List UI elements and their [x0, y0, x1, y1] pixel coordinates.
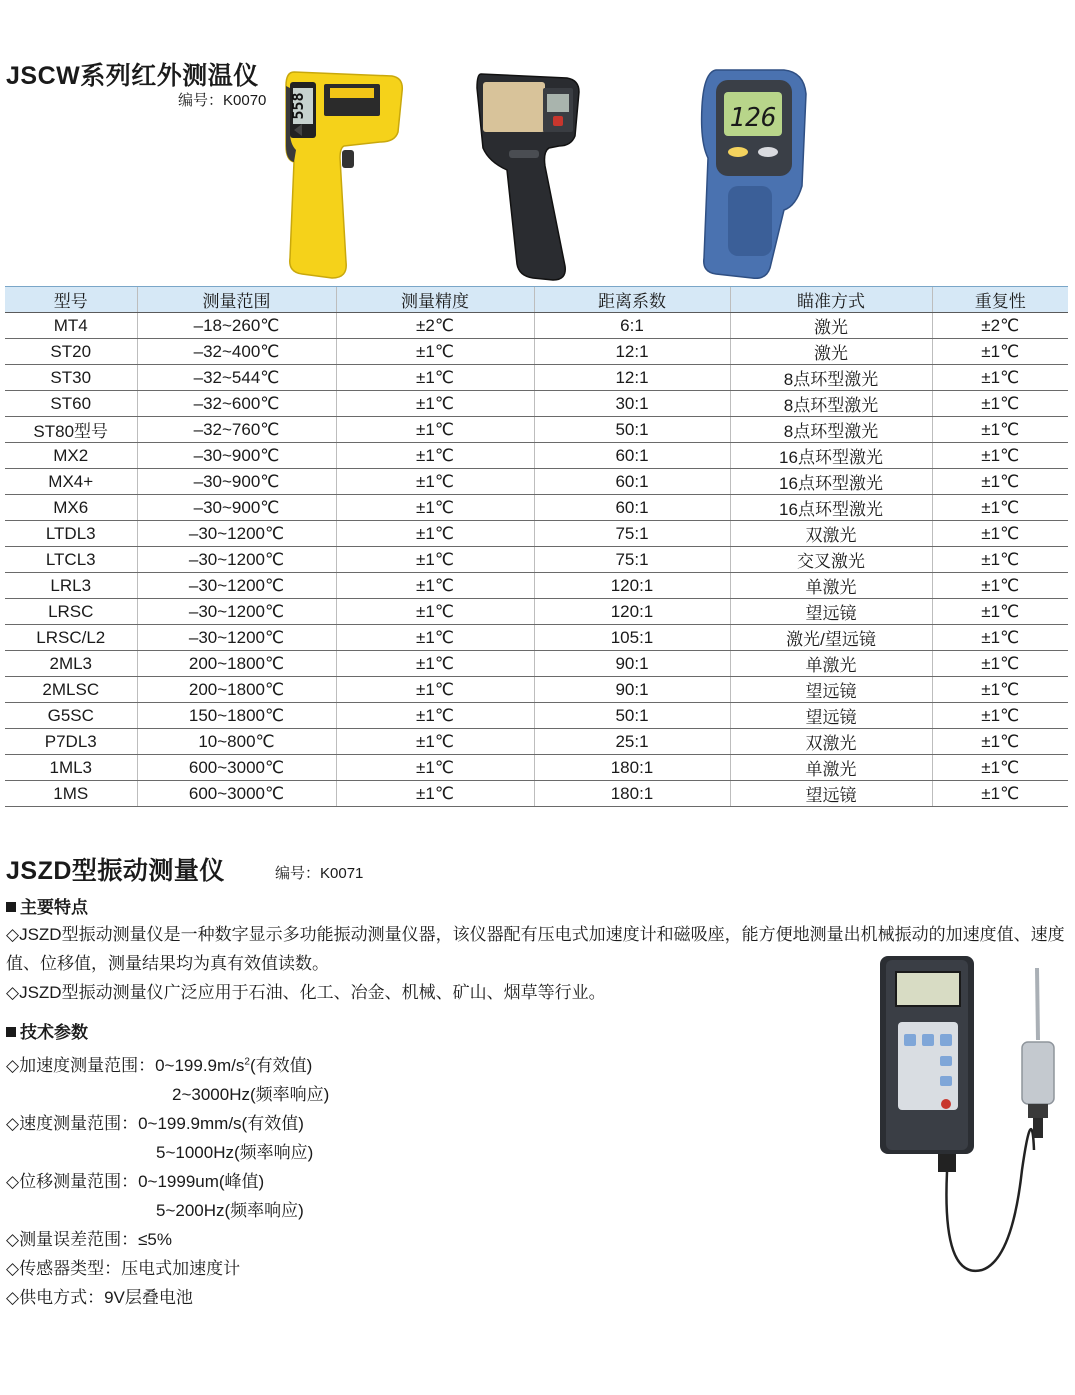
- cell-range: –30~1200℃: [137, 573, 336, 599]
- col-header-range: 测量范围: [137, 287, 336, 313]
- cell-accuracy: ±1℃: [336, 495, 534, 521]
- cell-range: –32~544℃: [137, 365, 336, 391]
- cell-model: MX6: [5, 495, 137, 521]
- col-header-model: 型号: [5, 287, 137, 313]
- table-row: [5, 443, 1068, 469]
- table-row: [5, 651, 1068, 677]
- cell-model: 2ML3: [5, 651, 137, 677]
- section1-title: JSCW系列红外测温仪: [6, 62, 259, 90]
- cell-distance-ratio: 60:1: [534, 495, 730, 521]
- cell-range: 200~1800℃: [137, 677, 336, 703]
- cell-distance-ratio: 50:1: [534, 417, 730, 443]
- cell-range: –30~1200℃: [137, 521, 336, 547]
- section2-title: JSZD型振动测量仪: [6, 857, 225, 885]
- cell-model: LTCL3: [5, 547, 137, 573]
- param-accel-freq: 2~3000Hz(频率响应): [172, 1085, 330, 1104]
- table-row: [5, 677, 1068, 703]
- cell-accuracy: ±1℃: [336, 417, 534, 443]
- cell-aiming: 单激光: [730, 755, 932, 781]
- cell-model: ST30: [5, 365, 137, 391]
- cell-model: MT4: [5, 313, 137, 339]
- cell-model: LTDL3: [5, 521, 137, 547]
- section2-code: 编号：K0071: [275, 865, 364, 882]
- cell-repeatability: ±2℃: [932, 313, 1068, 339]
- cell-repeatability: ±1℃: [932, 365, 1068, 391]
- cell-distance-ratio: 105:1: [534, 625, 730, 651]
- table-row: [5, 495, 1068, 521]
- cell-range: –30~1200℃: [137, 599, 336, 625]
- thermometer-image-yellow: [280, 66, 408, 282]
- feature-paragraph-2: ◇JSZD型振动测量仪广泛应用于石油、化工、冶金、机械、矿山、烟草等行业。: [6, 983, 606, 1002]
- cell-distance-ratio: 50:1: [534, 703, 730, 729]
- cell-aiming: 16点环型激光: [730, 469, 932, 495]
- cell-aiming: 望远镜: [730, 703, 932, 729]
- table-header-row: [5, 287, 1068, 313]
- cell-repeatability: ±1℃: [932, 599, 1068, 625]
- cell-model: ST60: [5, 391, 137, 417]
- table-row: [5, 417, 1068, 443]
- cell-accuracy: ±1℃: [336, 521, 534, 547]
- cell-aiming: 16点环型激光: [730, 495, 932, 521]
- cell-model: 1ML3: [5, 755, 137, 781]
- cell-model: 2MLSC: [5, 677, 137, 703]
- cell-accuracy: ±1℃: [336, 391, 534, 417]
- table-row: [5, 599, 1068, 625]
- cell-accuracy: ±1℃: [336, 365, 534, 391]
- cell-range: –18~260℃: [137, 313, 336, 339]
- cell-range: 600~3000℃: [137, 755, 336, 781]
- cell-repeatability: ±1℃: [932, 755, 1068, 781]
- cell-aiming: 望远镜: [730, 599, 932, 625]
- param-velocity-range: ◇速度测量范围：0~199.9mm/s(有效值): [6, 1114, 304, 1133]
- cell-accuracy: ±1℃: [336, 573, 534, 599]
- cell-distance-ratio: 120:1: [534, 573, 730, 599]
- cell-range: 150~1800℃: [137, 703, 336, 729]
- table-row: [5, 625, 1068, 651]
- cell-aiming: 激光: [730, 313, 932, 339]
- thermometer-image-black: [475, 70, 587, 284]
- table-row: [5, 729, 1068, 755]
- cell-aiming: 双激光: [730, 729, 932, 755]
- vibration-meter-image: [872, 950, 1072, 1310]
- cell-range: –30~900℃: [137, 469, 336, 495]
- cell-aiming: 8点环型激光: [730, 391, 932, 417]
- cell-model: ST80型号: [5, 417, 137, 443]
- cell-accuracy: ±1℃: [336, 469, 534, 495]
- cell-distance-ratio: 30:1: [534, 391, 730, 417]
- table-row: [5, 703, 1068, 729]
- cell-distance-ratio: 75:1: [534, 547, 730, 573]
- cell-accuracy: ±1℃: [336, 755, 534, 781]
- cell-model: ST20: [5, 339, 137, 365]
- cell-distance-ratio: 180:1: [534, 755, 730, 781]
- cell-repeatability: ±1℃: [932, 443, 1068, 469]
- param-velocity-freq: 5~1000Hz(频率响应): [156, 1143, 314, 1162]
- param-accel-sup: 2: [244, 1056, 250, 1068]
- col-header-distance-ratio: 距离系数: [534, 287, 730, 313]
- cell-model: LRL3: [5, 573, 137, 599]
- param-accel-range: [6, 1051, 312, 1076]
- cell-distance-ratio: 25:1: [534, 729, 730, 755]
- cell-range: –30~900℃: [137, 443, 336, 469]
- cell-model: G5SC: [5, 703, 137, 729]
- cell-aiming: 激光/望远镜: [730, 625, 932, 651]
- cell-aiming: 8点环型激光: [730, 417, 932, 443]
- cell-range: –30~1200℃: [137, 625, 336, 651]
- param-error: ◇测量误差范围：≤5%: [6, 1230, 172, 1249]
- cell-distance-ratio: 90:1: [534, 677, 730, 703]
- table-row: [5, 573, 1068, 599]
- cell-repeatability: ±1℃: [932, 677, 1068, 703]
- cell-repeatability: ±1℃: [932, 521, 1068, 547]
- cell-distance-ratio: 180:1: [534, 781, 730, 807]
- cell-distance-ratio: 60:1: [534, 469, 730, 495]
- cell-aiming: 交叉激光: [730, 547, 932, 573]
- cell-repeatability: ±1℃: [932, 573, 1068, 599]
- cell-model: MX4+: [5, 469, 137, 495]
- cell-distance-ratio: 90:1: [534, 651, 730, 677]
- cell-accuracy: ±1℃: [336, 547, 534, 573]
- cell-accuracy: ±1℃: [336, 703, 534, 729]
- param-displacement-freq: 5~200Hz(频率响应): [156, 1201, 304, 1220]
- params-heading-text: 技术参数: [20, 1023, 88, 1042]
- thermometer-image-blue: [698, 66, 810, 282]
- cell-model: LRSC/L2: [5, 625, 137, 651]
- table-row: [5, 547, 1068, 573]
- cell-aiming: 双激光: [730, 521, 932, 547]
- cell-aiming: 激光: [730, 339, 932, 365]
- cell-accuracy: ±1℃: [336, 339, 534, 365]
- cell-range: 600~3000℃: [137, 781, 336, 807]
- cell-aiming: 望远镜: [730, 781, 932, 807]
- col-header-accuracy: 测量精度: [336, 287, 534, 313]
- param-sensor: ◇传感器类型：压电式加速度计: [6, 1259, 241, 1278]
- cell-repeatability: ±1℃: [932, 495, 1068, 521]
- params-heading: [6, 1018, 88, 1043]
- cell-range: 200~1800℃: [137, 651, 336, 677]
- table-row: [5, 469, 1068, 495]
- square-bullet-icon: [6, 1027, 16, 1037]
- square-bullet-icon: [6, 902, 16, 912]
- col-header-repeatability: 重复性: [932, 287, 1068, 313]
- cell-model: P7DL3: [5, 729, 137, 755]
- table-row: [5, 365, 1068, 391]
- cell-aiming: 8点环型激光: [730, 365, 932, 391]
- section1-code: 编号：K0070: [178, 92, 267, 109]
- cell-accuracy: ±1℃: [336, 599, 534, 625]
- cell-repeatability: ±1℃: [932, 625, 1068, 651]
- cell-aiming: 单激光: [730, 651, 932, 677]
- cell-accuracy: ±1℃: [336, 729, 534, 755]
- cell-repeatability: ±1℃: [932, 417, 1068, 443]
- cell-model: MX2: [5, 443, 137, 469]
- cell-accuracy: ±1℃: [336, 625, 534, 651]
- cell-distance-ratio: 120:1: [534, 599, 730, 625]
- cell-range: –32~400℃: [137, 339, 336, 365]
- param-power: ◇供电方式：9V层叠电池: [6, 1288, 193, 1307]
- cell-distance-ratio: 12:1: [534, 365, 730, 391]
- cell-accuracy: ±1℃: [336, 443, 534, 469]
- param-accel-tail: (有效值): [249, 1056, 313, 1075]
- cell-repeatability: ±1℃: [932, 651, 1068, 677]
- cell-model: LRSC: [5, 599, 137, 625]
- cell-accuracy: ±1℃: [336, 781, 534, 807]
- cell-distance-ratio: 12:1: [534, 339, 730, 365]
- cell-distance-ratio: 60:1: [534, 443, 730, 469]
- table-row: [5, 755, 1068, 781]
- cell-range: –32~760℃: [137, 417, 336, 443]
- cell-repeatability: ±1℃: [932, 391, 1068, 417]
- spec-table: [5, 286, 1068, 807]
- cell-range: 10~800℃: [137, 729, 336, 755]
- cell-repeatability: ±1℃: [932, 781, 1068, 807]
- features-heading: [6, 893, 88, 918]
- cell-accuracy: ±1℃: [336, 651, 534, 677]
- table-row: [5, 391, 1068, 417]
- features-heading-text: 主要特点: [20, 898, 88, 917]
- cell-model: 1MS: [5, 781, 137, 807]
- cell-distance-ratio: 75:1: [534, 521, 730, 547]
- cell-distance-ratio: 6:1: [534, 313, 730, 339]
- cell-aiming: 单激光: [730, 573, 932, 599]
- table-row: [5, 339, 1068, 365]
- thermometer-display-1: 558: [289, 92, 307, 120]
- cell-range: –32~600℃: [137, 391, 336, 417]
- cell-repeatability: ±1℃: [932, 547, 1068, 573]
- table-row: [5, 521, 1068, 547]
- cell-aiming: 望远镜: [730, 677, 932, 703]
- cell-accuracy: ±1℃: [336, 677, 534, 703]
- table-row: [5, 781, 1068, 807]
- cell-range: –30~1200℃: [137, 547, 336, 573]
- cell-repeatability: ±1℃: [932, 703, 1068, 729]
- cell-repeatability: ±1℃: [932, 729, 1068, 755]
- cell-accuracy: ±2℃: [336, 313, 534, 339]
- cell-aiming: 16点环型激光: [730, 443, 932, 469]
- cell-repeatability: ±1℃: [932, 339, 1068, 365]
- col-header-aiming: 瞄准方式: [730, 287, 932, 313]
- param-accel-label: ◇加速度测量范围：0~199.9m/s: [6, 1056, 245, 1075]
- cell-range: –30~900℃: [137, 495, 336, 521]
- param-displacement-range: ◇位移测量范围：0~1999um(峰值): [6, 1172, 265, 1191]
- cell-repeatability: ±1℃: [932, 469, 1068, 495]
- feature-paragraph-1: ◇JSZD型振动测量仪是一种数字显示多功能振动测量仪器，该仪器配有压电式加速度计和磁吸座，能方便地测量出机械振动的加速度值、速度值、位移值，测量结果均为真有效值读数。: [6, 925, 1065, 973]
- table-row: [5, 313, 1068, 339]
- spec-table-body: [5, 313, 1068, 807]
- thermometer-display-3: 126: [729, 103, 777, 133]
